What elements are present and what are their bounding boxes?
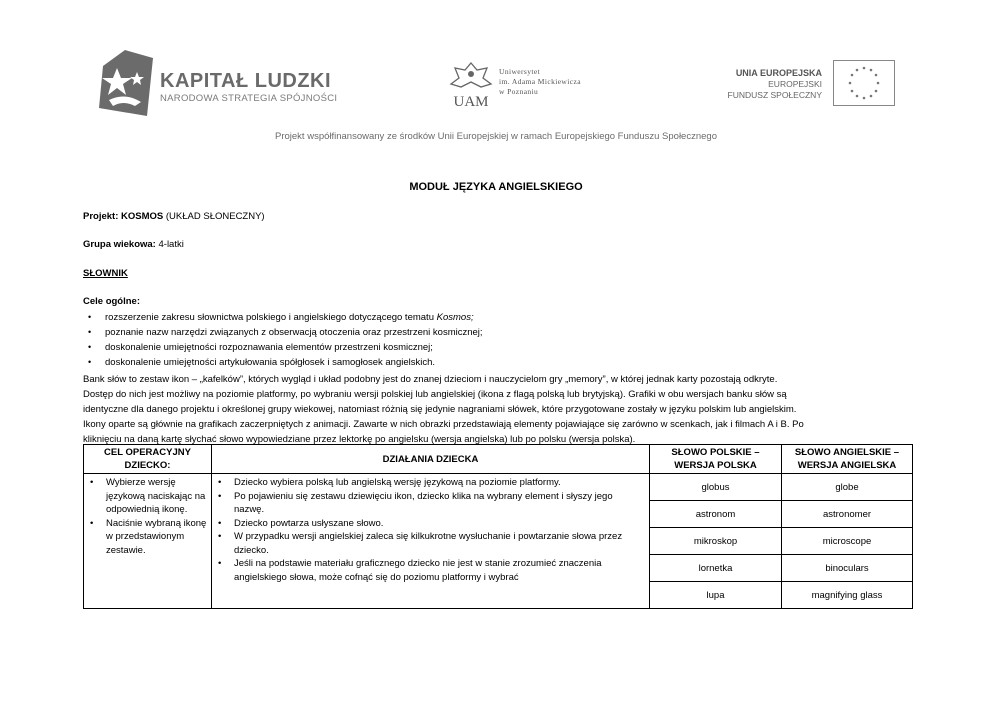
word-english: magnifying glass [782,582,913,609]
age-value: 4-latki [155,239,184,250]
word-polish: astronom [650,501,782,528]
kapital-ludzki-logo [95,48,155,118]
list-item: • Dziecko powtarza usłyszane słowo. [212,517,631,531]
word-polish: globus [650,474,782,501]
paragraph-line: Ikony oparte są głównie na grafikach zaczerpniętych z animacji. Zawarte w nich obrazki przedstawiają elementy pojawiające się zarówno w scenkach, jak i filmach A i B. Po [83,419,804,430]
eu-fund-text [700,68,822,101]
table-header-row [84,445,913,474]
uam-name [499,67,581,97]
eu-line: FUNDUSZ SPOŁECZNY [727,90,822,100]
goals-list [83,310,483,370]
paragraph-line: Dostęp do nich jest możliwy na poziomie platformy, po wybraniu wersji polskiej lub angielskiej (ikona z flagą polską lub brytyjską). Grafiki w obu wersjach banku słów są [83,389,787,400]
list-item: • Po pojawieniu się zestawu dziewięciu ikon, dziecko klika na wybrany element i słyszy jego nazwę. [212,490,631,517]
kapital-ludzki-title: KAPITAŁ LUDZKI [160,70,332,92]
word-english: globe [782,474,913,501]
eu-flag-logo [833,60,895,106]
actions-cell [212,474,650,609]
list-item: • Wybierze wersję językową naciskając na odpowiednią ikonę. [84,476,211,517]
word-polish: lornetka [650,555,782,582]
header-polish-word: SŁOWO POLSKIE – WERSJA POLSKA [650,445,782,474]
list-item: • Naciśnie wybraną ikonę w przedstawionym zestawie. [84,517,211,558]
project-rest: (UKŁAD SŁONECZNY) [163,211,265,222]
header-goal: CEL OPERACYJNY DZIECKO: [84,445,212,474]
section-heading: SŁOWNIK [83,268,128,279]
list-item: • Dziecko wybiera polską lub angielską wersję językową na poziomie platformy. [212,476,631,490]
list-item [83,310,483,325]
paragraph-line: kliknięciu na daną kartę słychać słowo wypowiedziane przez lektorkę po angielsku (wersja angielska) lub po polsku (wersja polska). [83,434,636,445]
goal-cell [84,474,212,609]
uam-line: w Poznaniu [499,87,539,96]
uam-line: Uniwersytet [499,67,541,76]
kapital-ludzki-subtitle: NARODOWA STRATEGIA SPÓJNOŚCI [160,93,338,104]
table-row [84,474,913,501]
age-label: Grupa wiekowa: [83,239,156,250]
list-item: • poznanie nazw narzędzi związanych z obserwacją otoczenia oraz przestrzeni kosmicznej; [83,325,483,340]
project-name: KOSMOS [121,211,164,222]
goal-italic: Kosmos; [436,312,474,323]
word-english: astronomer [782,501,913,528]
goals-label: Cele ogólne: [83,296,141,307]
age-line [83,239,184,250]
paragraph-line: identyczne dla danego projektu i określonej grupy wiekowej, natomiast różnią się jedynie nagraniami słówek, które przygotowane zostały w języku polskim lub angielskim. [83,404,797,415]
svg-text:UAM: UAM [453,94,489,110]
project-line [83,211,265,222]
page-title: MODUŁ JĘZYKA ANGIELSKIEGO [409,181,583,193]
list-item: • doskonalenie umiejętności artykułowania spółgłosek i samogłosek angielskich. [83,355,483,370]
word-english: microscope [782,528,913,555]
word-polish: mikroskop [650,528,782,555]
paragraph-line: Bank słów to zestaw ikon – „kafelków”, których wygląd i układ podobny jest do znanej dzieciom i nauczycielom gry „memory”, w której jednak karty pozostają odkryte. [83,374,778,385]
word-bank-description [83,372,911,447]
activity-table [83,444,913,609]
list-item: • W przypadku wersji angielskiej zaleca się kilkukrotne wysłuchanie i powtarzanie słowa przez dziecko. [212,530,631,557]
cofunding-note: Projekt współfinansowany ze środków Unii Europejskiej w ramach Europejskiego Funduszu Społecznego [275,131,717,142]
header-english-word: SŁOWO ANGIELSKIE – WERSJA ANGIELSKA [782,445,913,474]
list-item: • Jeśli na podstawie materiału graficznego dziecko nie jest w stanie zrozumieć znaczenia angielskiego słowa, może cofnąć się do poziomu platformy i wybrać [212,557,631,584]
project-label: Projekt: [83,211,119,222]
uam-line: im. Adama Mickiewicza [499,77,581,86]
header-actions: DZIAŁANIA DZIECKA [212,445,650,474]
word-polish: lupa [650,582,782,609]
goal-text: rozszerzenie zakresu słownictwa polskiego i angielskiego dotyczącego tematu [105,312,437,323]
eu-line: EUROPEJSKI [768,79,822,89]
word-english: binoculars [782,555,913,582]
eu-title: UNIA EUROPEJSKA [735,68,822,78]
list-item: • doskonalenie umiejętności rozpoznawania elementów przestrzeni kosmicznej; [83,340,483,355]
uam-crest-logo [447,60,495,110]
